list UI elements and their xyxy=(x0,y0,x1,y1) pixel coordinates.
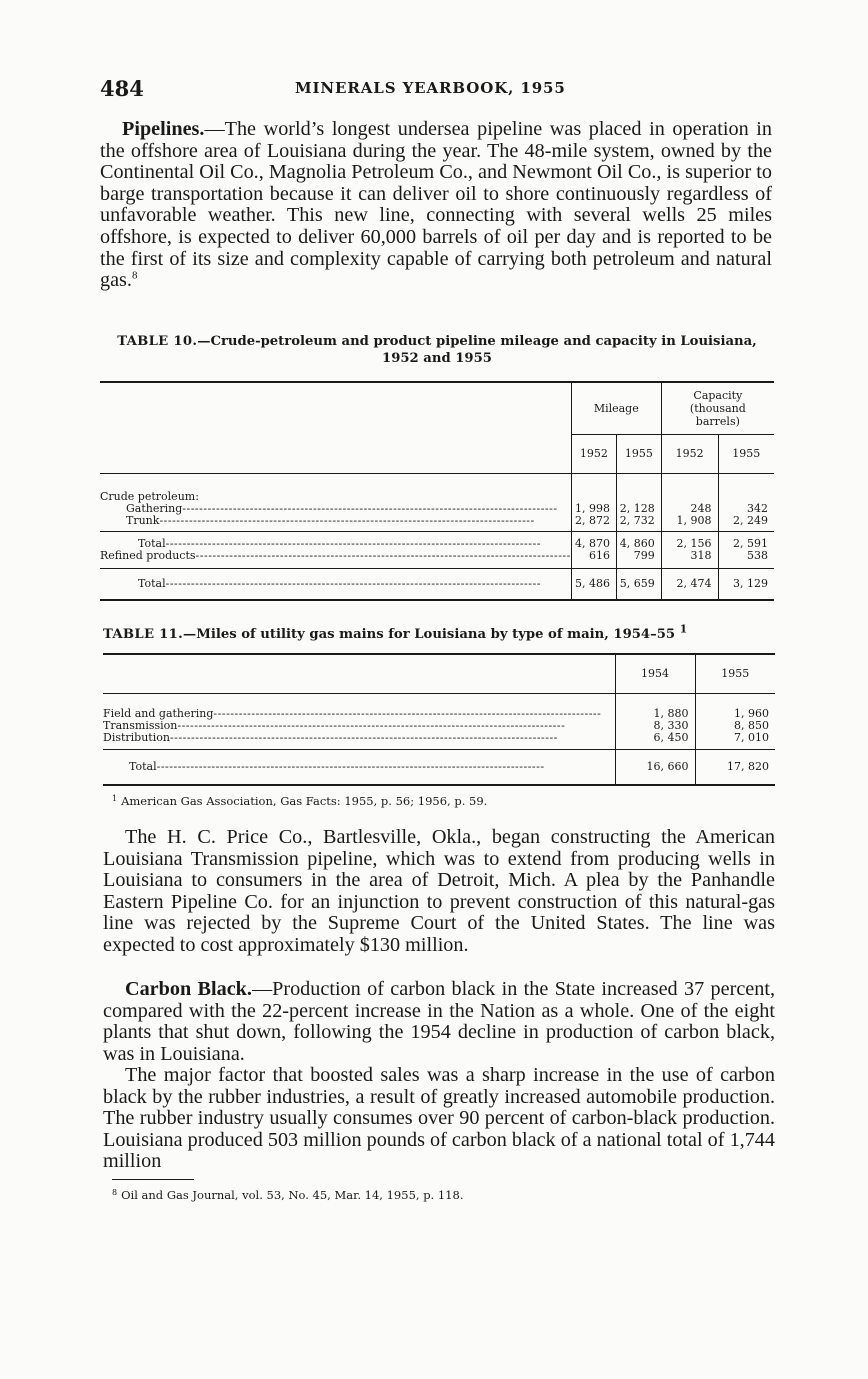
table-10-cell: 248 xyxy=(690,501,712,515)
table-11-cell: 8, 850 xyxy=(734,718,769,732)
table-10-cell: 5, 659 xyxy=(616,568,661,600)
table-10-row-label: Total xyxy=(138,536,166,550)
running-head xyxy=(100,76,772,100)
table-10-row-label: Trunk xyxy=(126,513,160,527)
footnote-text: Oil and Gas Journal, vol. 53, No. 45, Mar. 14, 1955, p. 118. xyxy=(121,1188,464,1202)
table-10-cell: 2, 156 xyxy=(676,536,712,550)
table-11-cell: 17, 820 xyxy=(695,749,775,785)
carbon-black-text: —Production of carbon black in the State increased 37 percent, compared with the 22-percent increase in the Nation as a whole. One of the eight plants that shut down, following the 1954 decline in production of carbon black, was in Louisiana. xyxy=(103,978,775,1065)
table-10-cell: 2, 128 xyxy=(619,501,655,515)
table-10-row-label: Refined products xyxy=(100,548,196,562)
table-10-cell: 5, 486 xyxy=(571,568,616,600)
pipelines-text: —The world’s longest undersea pipeline was placed in operation in the offshore area of Louisiana during the year. The 48-mile system, owned by the Continental Oil Co., Magnolia Petroleum Co., and Newmont Oil Co., is superior to barge transportation because it can deliver oil to shore continuously regardless of unfavorable weather. This new line, connecting with several wells 25 miles offshore, is expected to deliver 60,000 barrels of oil per day and is reported to be the first of its size and complexity capable of carrying both petroleum and natural gas. xyxy=(100,118,772,292)
table-11-stub-head xyxy=(103,654,615,693)
table-10-cell: 2, 591 xyxy=(733,536,768,550)
table-10-group-capacity: Capacity (thousand barrels) xyxy=(661,382,774,434)
page-number: 484 xyxy=(100,76,144,101)
table-10-cell: 799 xyxy=(633,548,655,562)
table-10-row-label: Gathering xyxy=(126,501,183,515)
table-10-cell: 1, 998 xyxy=(574,501,610,515)
page-footnote xyxy=(112,1188,463,1202)
table-11-row-label: Total xyxy=(129,760,157,774)
table-10-year-header: 1952 xyxy=(571,434,616,473)
table-10-cell: 318 xyxy=(690,548,712,562)
table-10-title: —Crude-petroleum and product pipeline mileage and capacity in Louisiana, 1952 and 1955 xyxy=(197,334,757,366)
paragraph-major-factor: The major factor that boosted sales was a sharp increase in the use of carbon black by the rubber industries, a result of greatly increased automobile production. The rubber industry usually consumes over 90 percent of carbon-black production. Louisiana produced 503 million pounds of carbon black of a national total of 1,744 million xyxy=(103,1064,775,1173)
table-11: 1954 1955 Field and gathering-------------------------------------------------------------------------------------------- Transmission-------------------------------------------------------------------------------------------- Distribution-------------------------------------------------------------------------------------------- 1, 880 8, 330 6, 450 1, 960 8, 850 7, 010 Total-------------------------------------------------------------------------------------------- 16, 660 17, 820 xyxy=(103,653,775,786)
table-10-cell: 2, 474 xyxy=(661,568,718,600)
table-11-year-header: 1954 xyxy=(615,654,695,693)
table-11-row-label: Distribution xyxy=(103,730,170,744)
footnote-mark: 8 xyxy=(112,1188,118,1197)
table-10-cell: 3, 129 xyxy=(718,568,774,600)
table-10-group-mileage: Mileage xyxy=(571,382,661,434)
footnote-mark: 1 xyxy=(112,794,118,803)
table-11-cell: 7, 010 xyxy=(734,730,769,744)
carbon-black-heading: Carbon Black. xyxy=(125,978,252,1000)
footnote-divider xyxy=(112,1179,194,1180)
footnote-ref-8: 8 xyxy=(131,269,138,282)
table-11-row-label: Transmission xyxy=(103,718,178,732)
table-10-row-label: Total xyxy=(138,577,166,591)
table-10-cell: 1, 908 xyxy=(676,513,712,527)
table-10-cell: 538 xyxy=(747,548,768,562)
table-10-cell: 2, 732 xyxy=(619,513,655,527)
table-11-cell: 16, 660 xyxy=(615,749,695,785)
table-10-cell: 2, 872 xyxy=(574,513,610,527)
pipelines-heading: Pipelines. xyxy=(122,118,205,140)
table-11-row-label: Field and gathering xyxy=(103,706,214,720)
table-10-cell: 616 xyxy=(588,548,610,562)
table-10-cell: 4, 870 xyxy=(574,536,610,550)
table-10: Mileage Capacity (thousand barrels) 1952 1955 1952 1955 Crude petroleum: Gathering----------------------------------------------------------------------------------------- Trunk----------------------------------------------------------------------------------------- 1, 998 2, 872 2, 128 2, 732 248 1, 908 342 2, 249 Total----------------------------------------------------------------------------------------- Refined products----------------------------------------------------------------------------------------- 4, 870 616 4, 860 799 2, 156 318 2, 591 538 Total----------------------------------------------------------------------------------------- 5, 486 5, 659 2, 474 3, 129 xyxy=(100,381,774,601)
table-11-cell: 8, 330 xyxy=(653,718,689,732)
table-10-label: TABLE 10. xyxy=(117,334,198,349)
running-title: MINERALS YEARBOOK, 1955 xyxy=(295,79,566,97)
table-10-cell: 2, 249 xyxy=(733,513,768,527)
table-10-year-header: 1955 xyxy=(718,434,774,473)
table-10-cell: 4, 860 xyxy=(619,536,655,550)
table-11-caption xyxy=(103,622,779,643)
footnote-text: American Gas Association, Gas Facts: 1955, p. 56; 1956, p. 59. xyxy=(121,794,488,808)
paragraph-pipelines xyxy=(100,119,772,292)
table-11-cell: 1, 960 xyxy=(734,706,769,720)
table-11-year-header: 1955 xyxy=(695,654,775,693)
footnote-ref-1: 1 xyxy=(679,622,688,636)
paragraph-carbon-black xyxy=(103,979,775,1065)
table-11-label: TABLE 11. xyxy=(103,627,184,642)
table-10-year-header: 1955 xyxy=(616,434,661,473)
table-11-title: —Miles of utility gas mains for Louisiana by type of main, 1954–55 xyxy=(183,627,676,642)
table-11-footnote xyxy=(112,794,487,808)
table-10-cell: 342 xyxy=(747,501,768,515)
table-10-section-label: Crude petroleum: xyxy=(100,489,199,503)
table-10-year-header: 1952 xyxy=(661,434,718,473)
table-10-stub-head xyxy=(100,382,571,473)
table-11-cell: 6, 450 xyxy=(653,730,689,744)
paragraph-price: The H. C. Price Co., Bartlesville, Okla., began constructing the American Louisiana Transmission pipeline, which was to extend from producing wells in Louisiana to consumers in the area of Detroit, Mich. A plea by the Panhandle Eastern Pipeline Co. for an injunction to prevent construction of this natural-gas line was rejected by the Supreme Court of the United States. The line was expected to cost approximately $130 million. xyxy=(103,826,775,956)
table-11-cell: 1, 880 xyxy=(653,706,689,720)
table-10-caption xyxy=(100,333,774,367)
